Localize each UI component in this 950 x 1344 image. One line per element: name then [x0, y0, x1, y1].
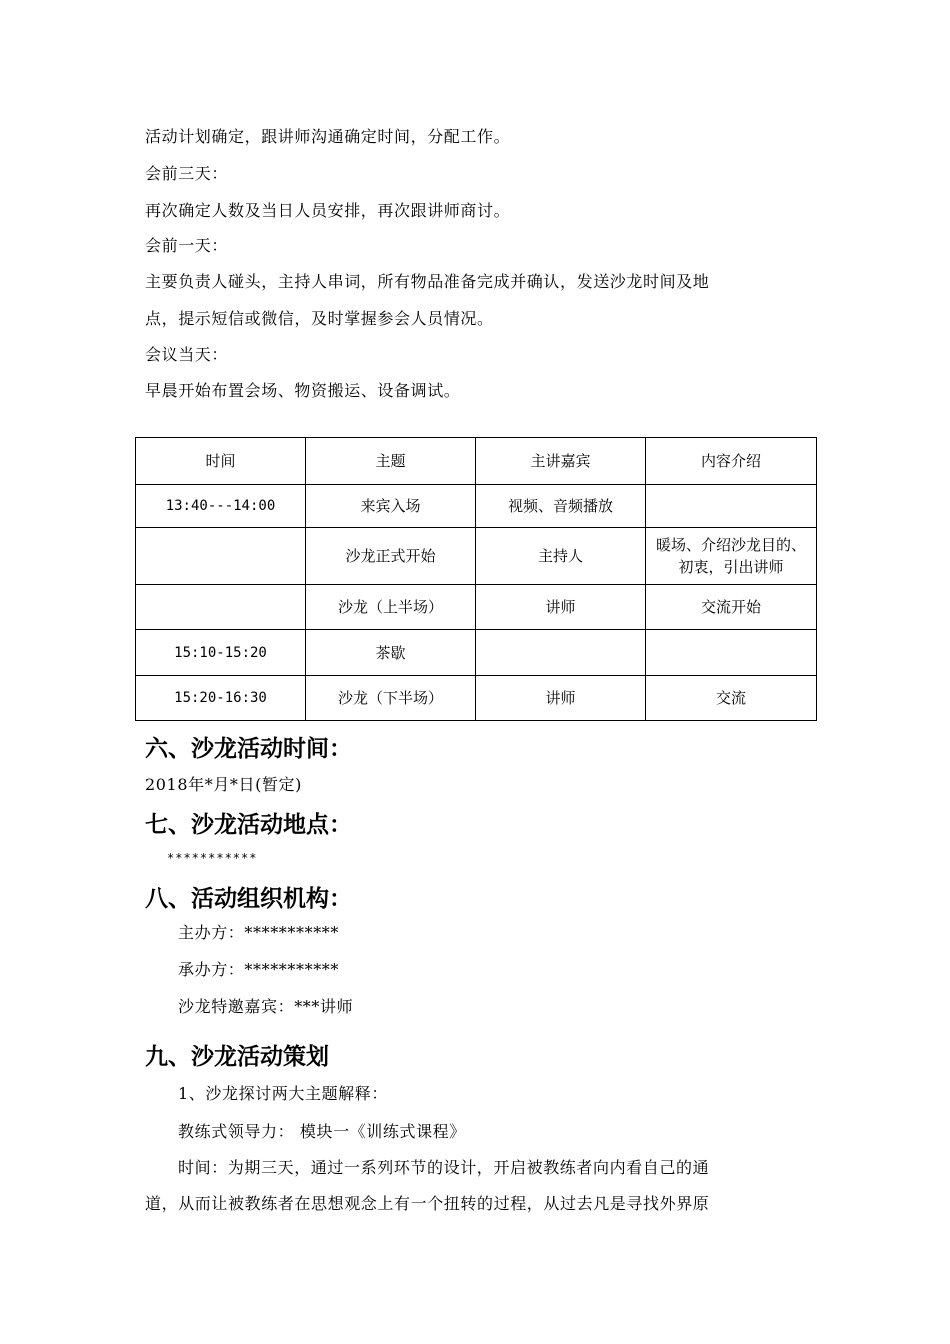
table-cell: [476, 630, 646, 676]
paragraph: 主办方：***********: [178, 923, 339, 942]
paragraph: 会议当天：: [145, 345, 229, 364]
table-cell: 15:10-15:20: [136, 630, 306, 676]
paragraph: ***********: [167, 851, 258, 865]
table-cell: [136, 528, 306, 585]
table-cell: 暖场、介绍沙龙目的、初衷，引出讲师: [646, 528, 817, 585]
table-header-cell: 主题: [306, 438, 476, 485]
section-heading: 八、活动组织机构：: [145, 886, 352, 912]
section-heading: 六、沙龙活动时间：: [145, 736, 352, 762]
paragraph: 1、沙龙探讨两大主题解释：: [178, 1084, 388, 1103]
table-cell: 交流: [646, 676, 817, 721]
table-cell: 沙龙正式开始: [306, 528, 476, 585]
table-cell: 沙龙（下半场）: [306, 676, 476, 721]
paragraph: 主要负责人碰头，主持人串词，所有物品准备完成并确认，发送沙龙时间及地: [145, 272, 710, 291]
table-row: [136, 528, 817, 585]
paragraph: 会前一天：: [145, 236, 229, 255]
paragraph: 承办方：***********: [178, 960, 339, 979]
section-heading: 七、沙龙活动地点：: [145, 812, 352, 838]
table-cell: 15:20-16:30: [136, 676, 306, 721]
table-row: [136, 676, 817, 721]
table-cell: 茶歇: [306, 630, 476, 676]
table-cell: [136, 585, 306, 630]
table-header-cell: 主讲嘉宾: [476, 438, 646, 485]
table-cell: 视频、音频播放: [476, 485, 646, 528]
table-header-row: [136, 438, 817, 485]
paragraph: 点，提示短信或微信，及时掌握参会人员情况。: [145, 309, 494, 328]
table-cell: 13:40---14:00: [136, 485, 306, 528]
table-cell: [646, 485, 817, 528]
paragraph: 道，从而让被教练者在思想观念上有一个扭转的过程，从过去凡是寻找外界原: [145, 1194, 710, 1213]
table-cell: 讲师: [476, 585, 646, 630]
table-cell: 交流开始: [646, 585, 817, 630]
table-cell: 讲师: [476, 676, 646, 721]
paragraph: 2018年*月*日(暂定): [145, 775, 303, 794]
schedule-table: [135, 437, 817, 721]
table-cell: 沙龙（上半场）: [306, 585, 476, 630]
table-row: [136, 585, 817, 630]
paragraph: 教练式领导力： 模块一《训练式课程》: [178, 1122, 466, 1141]
table-header-cell: 内容介绍: [646, 438, 817, 485]
table-header-cell: 时间: [136, 438, 306, 485]
table-cell: [646, 630, 817, 676]
table-row: [136, 485, 817, 528]
section-heading: 九、沙龙活动策划: [145, 1044, 329, 1070]
table-cell: 来宾入场: [306, 485, 476, 528]
paragraph: 活动计划确定，跟讲师沟通确定时间，分配工作。: [145, 127, 511, 146]
paragraph: 沙龙特邀嘉宾：***讲师: [178, 997, 354, 1016]
paragraph: 再次确定人数及当日人员安排，再次跟讲师商讨。: [145, 201, 511, 220]
table-row: [136, 630, 817, 676]
paragraph: 早晨开始布置会场、物资搬运、设备调试。: [145, 381, 461, 400]
table-cell: 主持人: [476, 528, 646, 585]
paragraph: 会前三天：: [145, 164, 229, 183]
paragraph: 时间：为期三天，通过一系列环节的设计，开启被教练者向内看自己的通: [178, 1158, 710, 1177]
